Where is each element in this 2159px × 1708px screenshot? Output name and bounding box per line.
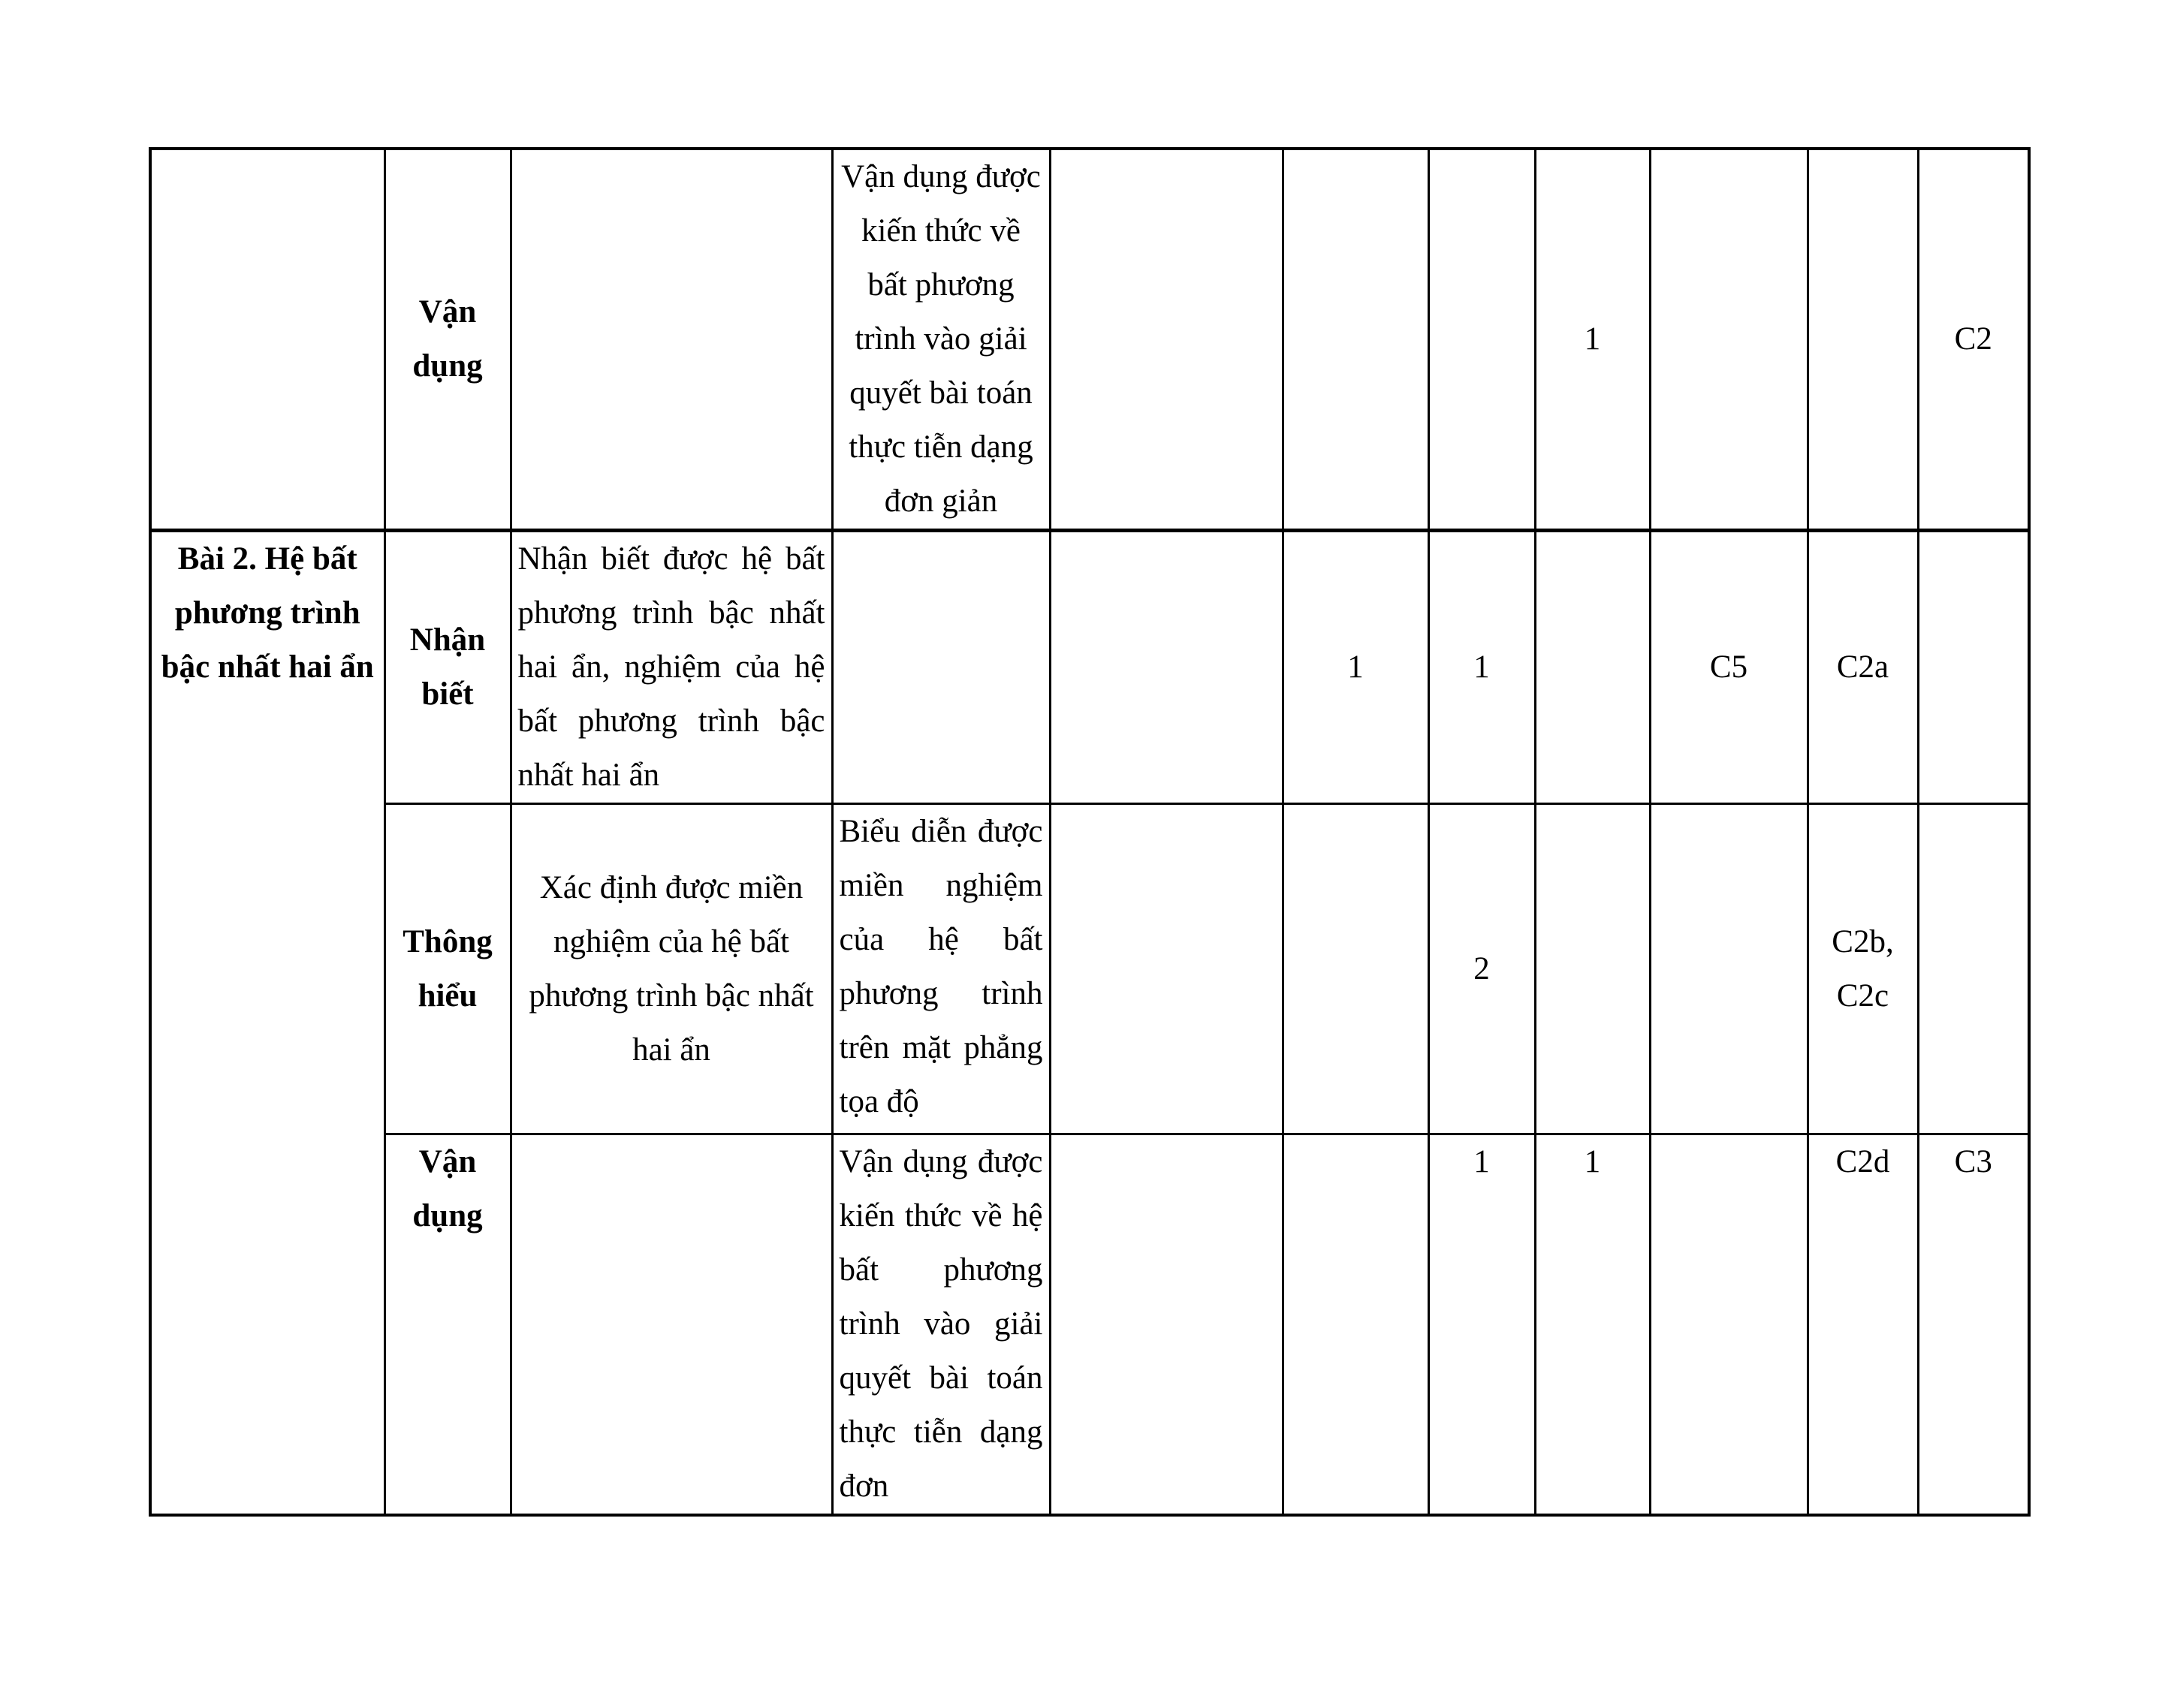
- objective-left-cell: Nhận biết được hệ bất phương trình bậc nhất hai ẩn, nghiệm của hệ bất phương trình bậc nhất hai ẩn: [511, 531, 832, 804]
- question-code-cell: [1650, 1134, 1808, 1516]
- count-cell: [1283, 1134, 1428, 1516]
- count-cell: 2: [1428, 804, 1535, 1134]
- count-cell: [1535, 531, 1650, 804]
- count-cell: [1283, 149, 1428, 531]
- objective-right-cell: Vận dụng được kiến thức về hệ bất phương trình vào giải quyết bài toán thực tiễn dạng đơn: [832, 1134, 1050, 1516]
- objective-right-cell: Biểu diễn được miền nghiệm của hệ bất phương trình trên mặt phẳng tọa độ: [832, 804, 1050, 1134]
- table-row: [150, 1134, 2029, 1516]
- count-cell: [1428, 149, 1535, 531]
- count-cell: [1535, 804, 1650, 1134]
- question-code-cell: C2d: [1808, 1134, 1918, 1516]
- question-code-cell: C2: [1918, 149, 2029, 531]
- level-cell: Thông hiểu: [384, 804, 511, 1134]
- lesson-cell: Bài 2. Hệ bất phương trình bậc nhất hai ẩn: [150, 531, 384, 1516]
- table-row: [150, 531, 2029, 804]
- question-code-cell: [1650, 804, 1808, 1134]
- question-code-cell: C2b, C2c: [1808, 804, 1918, 1134]
- table-row: [150, 149, 2029, 531]
- question-code-cell: C5: [1650, 531, 1808, 804]
- count-cell: [1050, 149, 1283, 531]
- lesson-cell: [150, 149, 384, 531]
- count-cell: 1: [1428, 1134, 1535, 1516]
- count-cell: [1050, 1134, 1283, 1516]
- table-row: [150, 804, 2029, 1134]
- count-cell: [1050, 804, 1283, 1134]
- count-cell: 1: [1535, 149, 1650, 531]
- level-cell: Vận dụng: [384, 1134, 511, 1516]
- count-cell: [1050, 531, 1283, 804]
- question-code-cell: [1808, 149, 1918, 531]
- question-code-cell: [1918, 531, 2029, 804]
- question-code-cell: [1918, 804, 2029, 1134]
- count-cell: 1: [1535, 1134, 1650, 1516]
- question-code-cell: C2a: [1808, 531, 1918, 804]
- objective-right-cell: Vận dụng được kiến thức về bất phương trình vào giải quyết bài toán thực tiễn dạng đơn giản: [832, 149, 1050, 531]
- count-cell: 1: [1428, 531, 1535, 804]
- objective-right-cell: [832, 531, 1050, 804]
- question-code-cell: [1650, 149, 1808, 531]
- objective-left-cell: Xác định được miền nghiệm của hệ bất phương trình bậc nhất hai ẩn: [511, 804, 832, 1134]
- level-cell: Nhận biết: [384, 531, 511, 804]
- question-code-cell: C3: [1918, 1134, 2029, 1516]
- assessment-matrix-table: [149, 147, 2031, 1517]
- count-cell: 1: [1283, 531, 1428, 804]
- count-cell: [1283, 804, 1428, 1134]
- objective-left-cell: [511, 1134, 832, 1516]
- objective-left-cell: [511, 149, 832, 531]
- level-cell: Vận dụng: [384, 149, 511, 531]
